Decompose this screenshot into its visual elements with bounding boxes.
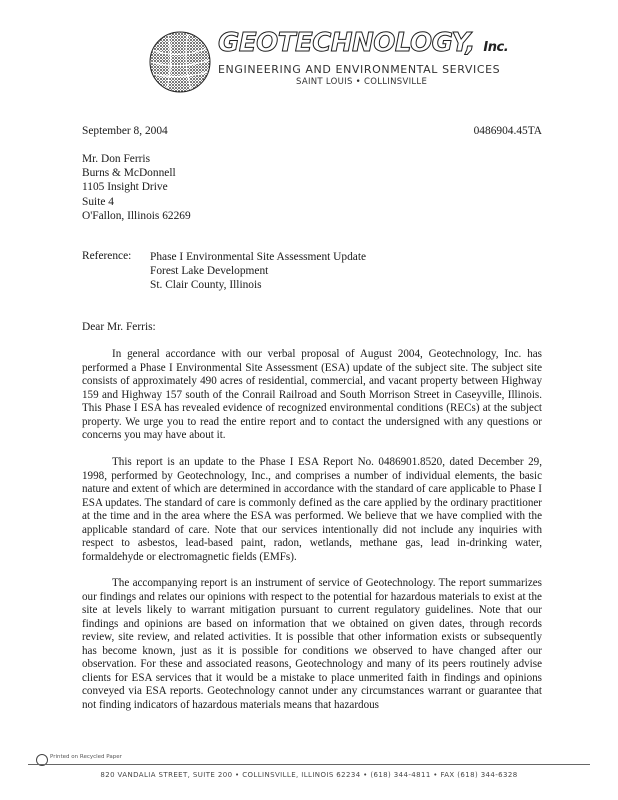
recipient-line: 1105 Insight Drive xyxy=(82,181,168,194)
letter-date: September 8, 2004 xyxy=(82,125,168,137)
body-paragraph: The accompanying report is an instrument of service of Geotechnology. The report summarizes our findings and relates our opinions with respect to the potential for hazardous materials to exist at the site at levels likely to warrant mitigation pursuant to current regulatory guidelines. Note that our findings and opinions are based on information that we obtained on given dates, through records review, site review, and related activities. It is possible that other information exists or subsequently has become known, just as it is possible for conditions we observed to have changed after our observation. For these and associated reasons, Geotechnology and many of its peers routinely advise clients for ESA services that it would be a mistake to place unmerited faith in findings and opinions conveyed via ESA reports. Geotechnology cannot under any circumstances warrant or guarantee that not finding indicators of hazardous materials means that hazardous xyxy=(82,577,542,711)
reference-line: Forest Lake Development xyxy=(150,265,269,278)
recipient-line: Mr. Don Ferris xyxy=(82,153,151,165)
body-paragraph: In general accordance with our verbal proposal of August 2004, Geotechnology, Inc. has performed a Phase I Environmental Site Assessment (ESA) update of the subject site. The subject site consists of approximately 490 acres of residential, commercial, and vacant property between Highway 159 and Highway 157 south of the Conrail Railroad and South Morrison Street in Caseyville, Illinois. This Phase I ESA has revealed evidence of recognized environmental conditions (RECs) at the subject property. We urge you to read the entire report and to contact the undersigned with any questions or concerns you may have about it. xyxy=(82,348,542,441)
reference-line: St. Clair County, Illinois xyxy=(150,279,262,292)
company-suffix: Inc. xyxy=(483,40,509,55)
project-number: 0486904.45TA xyxy=(473,125,542,137)
recipient-line: O'Fallon, Illinois 62269 xyxy=(82,209,191,222)
footer-divider xyxy=(28,764,590,765)
salutation: Dear Mr. Ferris: xyxy=(82,321,156,333)
company-cities: SAINT LOUIS • COLLINSVILLE xyxy=(296,77,428,87)
company-tagline: ENGINEERING AND ENVIRONMENTAL SERVICES xyxy=(218,63,501,76)
reference-block xyxy=(150,250,366,293)
textured-globe-icon xyxy=(148,30,212,94)
footer-address: 820 VANDALIA STREET, SUITE 200 • COLLINSVILLE, ILLINOIS 62234 • (618) 344-4811 • FAX (618) 344-6328 xyxy=(100,771,518,779)
body-paragraph: This report is an update to the Phase I ESA Report No. 0486901.8520, dated December 29, 1998, performed by Geotechnology, Inc., and comprises a number of individual elements, the basic nature and extent of which are determined in accordance with the standard of care applicable to Phase I ESA updates. The standard of care is commonly defined as the care applied by the ordinary practitioner at the time and in the area where the ESA was performed. We believe that we have complied with the applicable standard of care. Note that our services intentionally did not include any inquiries with respect to asbestos, lead-based paint, radon, wetlands, methane gas, lead in-drinking water, formaldehyde or electromagnetic fields (EMFs). xyxy=(82,456,542,563)
recipient-line: Burns & McDonnell xyxy=(82,167,176,180)
recipient-line: Suite 4 xyxy=(82,195,114,208)
reference-label: Reference: xyxy=(82,250,132,262)
letterhead-brand xyxy=(218,30,508,87)
recycled-paper-note: Printed on Recycled Paper xyxy=(50,754,122,760)
company-name: GEOTECHNOLOGY, Inc. xyxy=(218,28,509,58)
reference-line: Phase I Environmental Site Assessment Update xyxy=(150,251,367,263)
recipient-address xyxy=(82,152,191,223)
